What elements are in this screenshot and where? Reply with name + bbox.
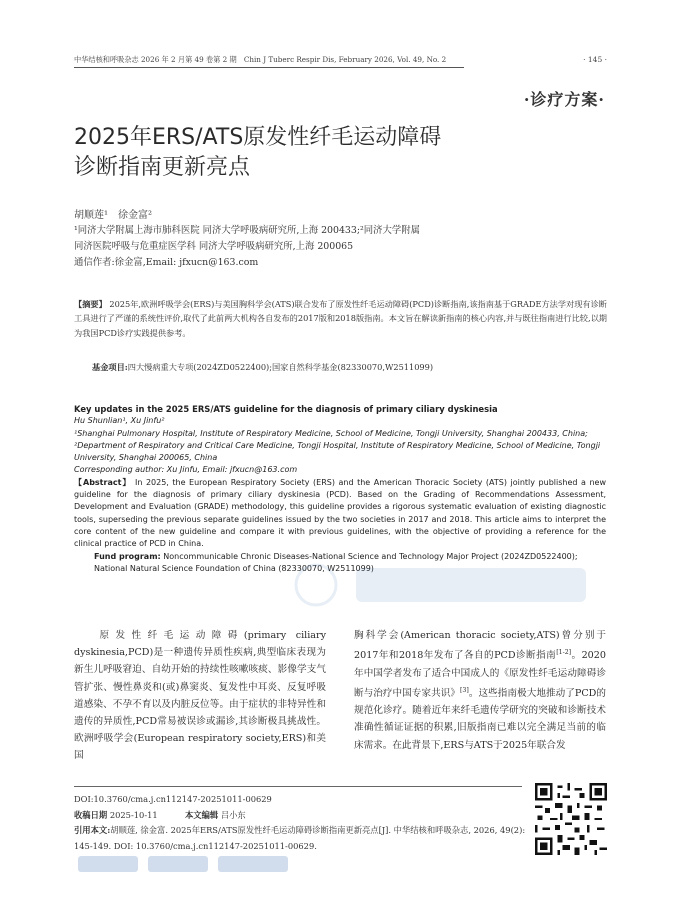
english-fund-text: Noncommunicable Chronic Diseases-National Science and Technology Major Project (2024ZD0522400); National Natural Science Foundation of China (82330070, W2511099) (94, 551, 578, 573)
qr-code-icon[interactable] (535, 783, 607, 855)
body-column-right (354, 627, 606, 754)
corresponding-author-cn: 通信作者:徐金富,Email: jfxucn@163.com (74, 257, 259, 268)
affiliation-line-1: ¹同济大学附属上海市肺科医院 同济大学呼吸病研究所,上海 200433;²同济大学附属 (74, 225, 421, 236)
received-label: 收稿日期 (74, 809, 108, 820)
editor-name: 吕小东 (220, 809, 246, 820)
english-affiliations: ¹Shanghai Pulmonary Hospital, Institute of Respiratory Medicine, School of Medicine, Tongji University, Shanghai 200433, China; ²Department of Respiratory and Critical Care Medicine, Tongji Hospital, Institute of Respiratory Medicine, School of Medicine, Tongji University, Shanghai 200065, China (74, 428, 601, 463)
article-title (74, 123, 534, 183)
english-authors: Hu Shunlian¹, Xu Jinfu² (74, 416, 165, 426)
journal-watermark (276, 560, 606, 610)
english-abstract-block (74, 403, 606, 575)
column-tag: ·诊疗方案· (523, 90, 605, 109)
title-line-1: 2025年ERS/ATS原发性纤毛运动障碍 (74, 125, 442, 150)
abstract-cn-text: 2025年,欧洲呼吸学会(ERS)与美国胸科学会(ATS)联合发布了原发性纤毛运动障碍(PCD)诊断指南,该指南基于GRADE方法学对现有诊断工具进行了严谨的系统性评价,取代了此前两大机构各自发布的2017版和2018版指南。本文旨在解读新指南的核心内容,并与既往指南进行比较,以期为我国PCD诊疗实践提供参考。 (74, 299, 607, 338)
abstract-cn-label: 【摘要】 (74, 299, 107, 309)
doi-line[interactable]: DOI:10.3760/cma.j.cn112147-20251011-00629 (74, 794, 272, 804)
affiliations-cn (74, 223, 634, 271)
fund-cn-label: 基金项目: (92, 362, 128, 372)
authors-cn: 胡顺莲¹ 徐金富² (74, 210, 153, 221)
body-right-text-1: 胸科学会(American thoracic society,ATS)曾分别于2017年和2018年发布了各自的PCD诊断指南 (354, 630, 606, 662)
title-line-2: 诊断指南更新亮点 (74, 155, 251, 180)
fund-cn-text: 四大慢病重大专项(2024ZD0522400);国家自然科学基金(82330070,W2511099) (127, 362, 434, 372)
fund-cn (92, 362, 612, 373)
reference-1-2[interactable]: [1-2] (556, 649, 572, 657)
article-footer (74, 792, 529, 854)
received-editor-line (74, 808, 529, 824)
english-abstract (74, 477, 606, 551)
editor-label: 本文编辑 (184, 809, 219, 820)
running-head: 中华结核和呼吸杂志 2026 年 2 月第 49 卷第 2 期 Chin J Tuberc Respir Dis, February 2026, Vol. 49, No. 2 (74, 55, 464, 68)
abstract-cn (74, 297, 607, 340)
affiliation-line-2: 同济医院呼吸与危重症医学科 同济大学呼吸病研究所,上海 200065 (74, 241, 354, 252)
body-column-left (74, 627, 326, 765)
english-corresponding: Corresponding author: Xu Jinfu, Email: jfxucn@163.com (74, 465, 298, 475)
english-title: Key updates in the 2025 ERS/ATS guideline for the diagnosis of primary ciliary dyskinesia (74, 404, 498, 414)
received-date: 2025-10-11 (109, 809, 158, 820)
citation-label: 引用本文: (74, 825, 111, 836)
body-left-text: 原发性纤毛运动障碍(primary ciliary dyskinesia,PCD)是一种遗传异质性疾病,典型临床表现为新生儿呼吸窘迫、自幼开始的持续性咳嗽咳痰、影像学支气管扩张、慢性鼻炎和(或)鼻窦炎、复发性中耳炎、反复呼吸道感染、不孕不育以及内脏反位等。由于症状的非特异性和遗传的异质性,PCD常易被误诊或漏诊,其诊断极具挑战性。欧洲呼吸学会(European respiratory society,ERS)和美国 (74, 630, 326, 762)
journal-logo-watermark (78, 852, 298, 876)
reference-3[interactable]: [3] (460, 686, 469, 694)
footer-divider (74, 786, 522, 787)
english-abstract-label: 【Abstract】 (74, 477, 132, 487)
english-abstract-text: In 2025, the European Respiratory Society (ERS) and the American Thoracic Society (ATS) jointly published a new guideline for the diagnosis of primary ciliary dyskinesia (PCD). Based on the Grading of Recommendations Assessment, Development and Evaluation (GRADE) methodology, this guideline provides a rigorous systematic evaluation of existing diagnostic tools, superseding the previous separate guidelines issued by the two societies in 2017 and 2018. This article aims to interpret the core content of the new guideline and compare it with previous guidelines, with the objective of providing a reference for the clinical practice of PCD in China. (74, 477, 606, 549)
body-right-text-2: 。2020年中国学者发布了适合中国成人的《原发性纤毛运动障碍诊断与治疗中国专家共识》 (354, 650, 606, 699)
citation-text: 胡顺莲, 徐金富. 2025年ERS/ATS原发性纤毛运动障碍诊断指南更新亮点[J]. 中华结核和呼吸杂志, 2026, 49(2): 145-149. DOI: 10.3760/cma.j.cn112147-20251011-00629. (74, 825, 526, 851)
page-number: · 145 · (583, 55, 607, 64)
english-fund-label: Fund program: (94, 551, 161, 561)
citation (74, 823, 529, 854)
body-right-text-3: 。这些指南极大地推动了PCD的规范化诊疗。随着近年来纤毛遗传学研究的突破和诊断技术准确性循证证据的积累,旧版指南已难以完全满足当前的临床需求。在此背景下,ERS与ATS于2025年联合发 (354, 687, 606, 751)
